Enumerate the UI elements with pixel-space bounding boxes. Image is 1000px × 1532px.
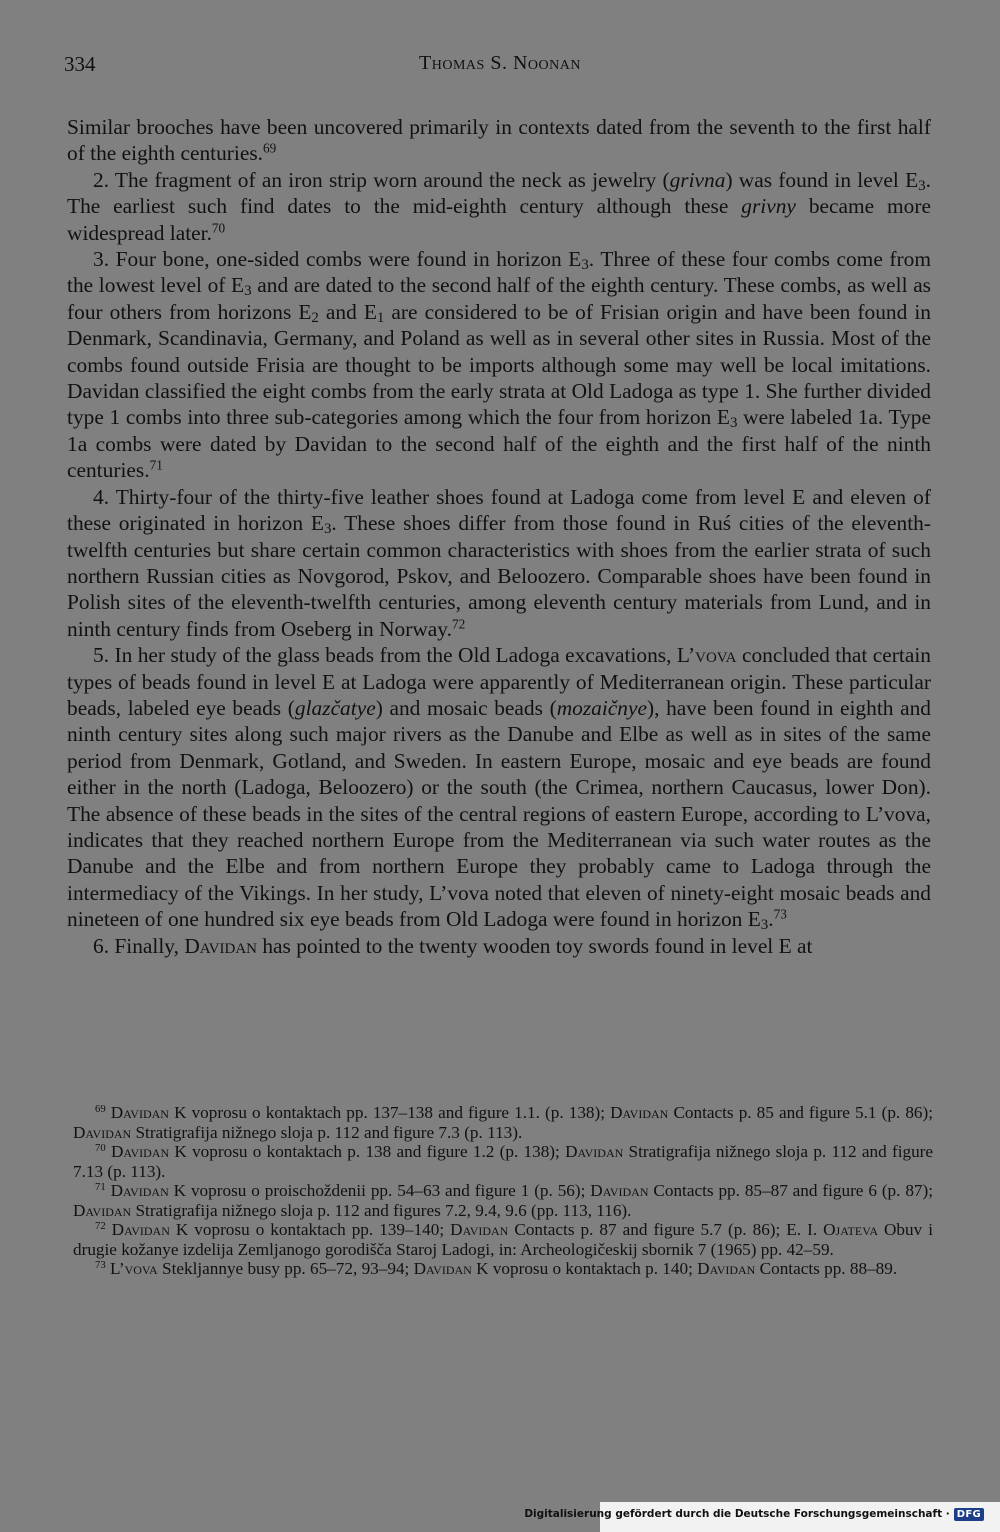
paragraph-3: 3. Four bone, one-sided combs were found in horizon $E_3$. Three of these four combs come from the lowest level of $E_3$ and are dated to the second half of the eighth century. These combs, as well as four others from horizons $E_2$ and $E_1$ are considered to be of Frisian origin and have been found in Denmark, Scandinavia, Germany, and Poland as well as in several other sites in Russia. Most of the combs found outside Frisia are thought to be imports although some may well be local imitations. Davidan classified the eight combs from the early strata at Old Ladoga as type 1. She further divided type 1 combs into three sub-categories among which the four from horizon $E_3$ were labeled 1a. Type 1a combs were dated by Davidan to the second half of the eighth and the first half of the ninth centuries.$^{71}$ <box>67 247 932 483</box>
paragraph-1: Similar brooches have been uncovered primarily in contexts dated from the seventh to the first half of the eighth centuries.$^{69}$ <box>67 115 931 166</box>
paragraph-4: 4. Thirty-four of the thirty-five leather shoes found at Ladoga come from level E and eleven of these originated in horizon $E_3$. These shoes differ from those found in Ruś cities of the eleventh-twelfth centuries but share certain common characteristics with shoes from the earlier strata of such northern Russian cities as Novgorod, Pskov, and Beloozero. Comparable shoes have been found in Polish sites of the eleventh-twelfth centuries, among eleventh century materials from Lund, and in ninth century finds from Oseberg in Norway.$^{72}$ <box>67 484 931 641</box>
dfg-logo[interactable]: DFG <box>954 1508 984 1521</box>
footnote-ref[interactable]: 70 <box>211 220 226 236</box>
credit-text: Digitalisierung gefördert durch die Deutsche Forschungsgemeinschaft · <box>524 1508 950 1520</box>
page-header <box>0 52 1000 82</box>
footnote-70: $^{70}$ Davidan K voprosu o kontaktach p. 138 and figure 1.2 (p. 138); Davidan Stratigrafija nižnego sloja p. 112 and figure 7.13 (p. 113). <box>73 1142 934 1181</box>
footnote-ref[interactable]: 71 <box>149 457 163 473</box>
footnote-ref[interactable]: 73 <box>773 906 787 922</box>
footnote-ref[interactable]: 69 <box>263 141 277 157</box>
paragraph-5: 5. In her study of the glass beads from the Old Ladoga excavations, L’vova concluded that certain types of beads found in level E at Ladoga were apparently of Mediterranean origin. These particular beads, labeled eye beads (glazčatye) and mosaic beads (mozaičnye), have been found in eighth and ninth century sites along such major rivers as the Danube and Elbe as well as in sites of the same period from Denmark, Gotland, and Sweden. In eastern Europe, mosaic and eye beads are found either in the north (Ladoga, Beloozero) or the south (the Crimea, northern Caucasus, lower Don). The absence of these beads in the sites of the central regions of eastern Europe, according to L’vova, indicates that they reached northern Europe from the Mediterranean via such water routes as the Danube and the Elbe and from northern Europe they probably came to Ladoga through the intermediacy of the Vikings. In her study, L’vova noted that eleven of ninety-eight mosaic beads and nineteen of one hundred six eye beads from Old Ladoga were found in horizon $E_3.^{73}$ <box>67 643 931 934</box>
paragraph-6: 6. Finally, Davidan has pointed to the twenty wooden toy swords found in level E at <box>93 933 813 958</box>
page-number: 334 <box>64 52 96 76</box>
body-text <box>67 114 931 959</box>
footnote-ref[interactable]: 72 <box>451 616 466 632</box>
digitization-credit <box>524 1504 984 1524</box>
paragraph-2: 2. The fragment of an iron strip worn around the neck as jewelry (grivna) was found in level $E_3$. The earliest such find dates to the mid-eighth century although these grivny became more widespread later.$^{70}$ <box>67 167 932 245</box>
footnote-71: $^{71}$ Davidan K voprosu o proischoždenii pp. 54–63 and figure 1 (p. 56); Davidan Contacts pp. 85–87 and figure 6 (p. 87); Davidan Stratigrafija nižnego sloja p. 112 and figures 7.2, 9.4, 9.6 (pp. 113, 116). <box>73 1181 934 1220</box>
running-head: Thomas S. Noonan <box>419 52 581 74</box>
footnote-69: $^{69}$ Davidan K voprosu o kontaktach pp. 137–138 and figure 1.1. (p. 138); Davidan Contacts p. 85 and figure 5.1 (p. 86); Davidan Stratigrafija nižnego sloja p. 112 and figure 7.3 (p. 113). <box>73 1103 934 1142</box>
footnotes <box>73 1103 933 1279</box>
footnote-72: $^{72}$ Davidan K voprosu o kontaktach pp. 139–140; Davidan Contacts p. 87 and figure 5.7 (p. 86); E. I. Ojateva Obuv i drugie kožanye izdelija Zemljanogo gorodišča Staroj Ladogi, in: Archeologičeskij sbornik 7 (1965) pp. 42–59. <box>73 1220 934 1259</box>
footnote-73: $^{73}$ L’vova Stekljannye busy pp. 65–72, 93–94; Davidan K voprosu o kontaktach p. 140; Davidan Contacts pp. 88–89. <box>95 1259 898 1278</box>
